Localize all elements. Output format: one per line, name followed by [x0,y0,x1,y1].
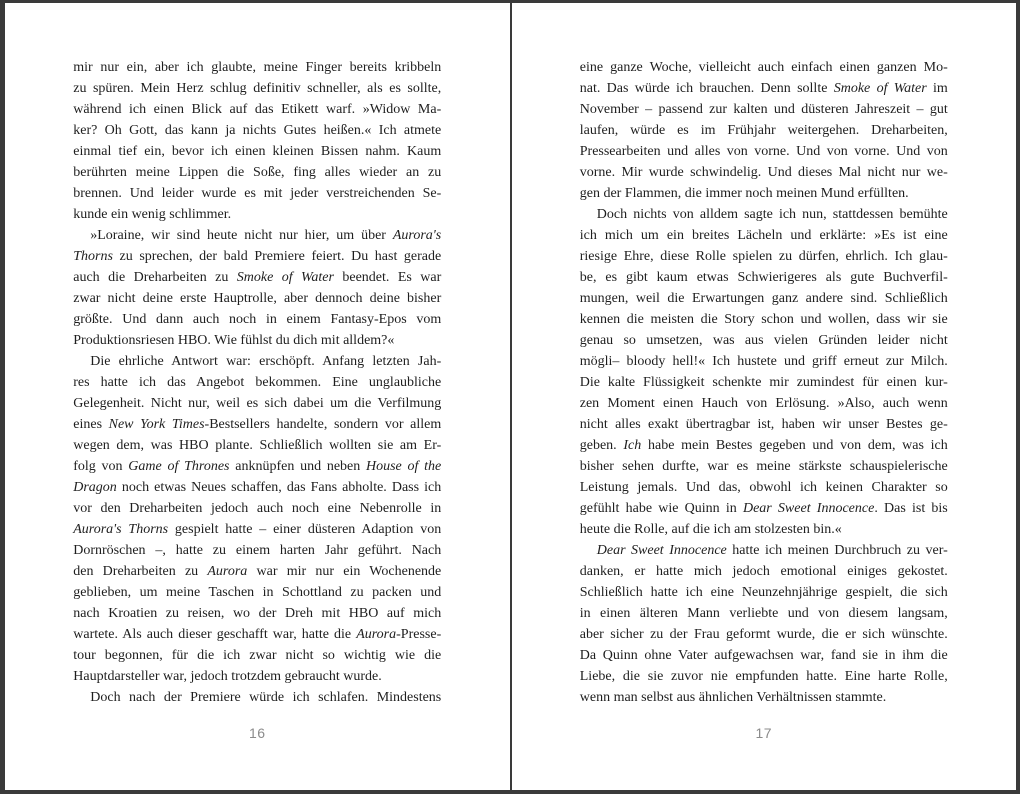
text-line: vor den Dreharbeiten jedoch auch noch eine Nebenrolle in [73,501,442,516]
text-line: Da Quinn ohne Vater aufgewachsen war, fand sie in ihm die [579,648,948,663]
right-page [512,3,1017,790]
text-line: riesige Ehre, diese Rolle spielen zu dürfen, ehrlich. Ich glau- [579,249,948,264]
text-line: Liebe, die sie zuvor nie empfunden hatte. Eine harte Rolle, [579,669,948,684]
text-line: Dear Sweet Innocence hatte ich meinen Durchbruch zu ver- [596,543,948,558]
text-line: wenn man selbst aus ähnlichen Verhältnissen stammte. [579,690,887,705]
text-line: zu spüren. Mein Herz schlug definitiv schneller, als es sollte, [73,81,442,96]
text-line: zen Moment einen Hauch von Erlösung. »Also, auch wenn [579,396,948,411]
right-page-text [580,57,948,708]
text-line: wartete. Als auch dieser geschafft war, hatte die Aurora-Presse- [73,627,442,642]
left-page-text [73,57,441,708]
text-line: ker? Oh Gott, das kann ja nichts Gutes heißen.« Ich atmete [73,123,442,138]
text-line: während ich einen Blick auf das Etikett warf. »Widow Ma- [73,102,442,117]
text-line: laufen, würde es im Frühjahr weitergehen. Dreharbeiten, [579,123,948,138]
text-line: Doch nach der Premiere würde ich schlafen. Mindestens [90,690,442,705]
text-line: Aurora's Thorns gespielt hatte – einer düsteren Adaption von [73,522,442,537]
text-line: nat. Das würde ich brauchen. Denn sollte Smoke of Water im [579,81,948,96]
text-line: be, es gibt kaum etwas Schwierigeres als gute Buchverfil- [579,270,948,285]
text-line: geblieben, um meine Taschen in Schottland zu packen und [73,585,442,600]
text-line: heute die Rolle, auf die ich am stolzesten bin.« [579,522,842,537]
text-line: mir nur ein, aber ich glaubte, meine Finger bereits kribbeln [73,60,442,75]
text-line: »Loraine, wir sind heute nicht nur hier, um über Aurora's [90,228,442,243]
text-line: Produktionsriesen HBO. Wie fühlst du dich mit alldem?« [73,333,395,348]
text-line: gen der Flammen, die immer noch meinen Mund erfüllten. [579,186,909,201]
text-line: bisher sehen durfte, war es meine stärkste schauspielerische [579,459,948,474]
text-line: gefühlt habe wie Quinn in Dear Sweet Innocence. Das ist bis [579,501,948,516]
text-line: Dornröschen –, hatte zu einem harten Jahr geführt. Nach [73,543,442,558]
text-line: den Dreharbeiten zu Aurora war mir nur ein Wochenende [73,564,442,579]
text-line: ich mich um ein breites Lächeln und erklärte: »Es ist eine [579,228,948,243]
text-line: Schließlich hatte ich eine Neunzehnjährige gespielt, die sich [579,585,948,600]
text-line: kennen die meisten die Story schon und wollen, dass wir sie [579,312,948,327]
text-line: berührten meine Lippen die Soße, fing alles wieder an zu [73,165,442,180]
text-line: kunde ein wenig schlimmer. [73,207,232,222]
text-line: genau so umsetzen, was aus vielen Gründen leider nicht [579,333,948,348]
text-line: Die ehrliche Antwort war: erschöpft. Anfang letzten Jah- [90,354,442,369]
text-line: brennen. Und leider wurde es mit jeder verstreichenden Se- [73,186,442,201]
text-line: größte. Und dann auch noch in einem Fantasy-Epos vom [73,312,442,327]
text-line: nicht alles exakt übertragbar ist, haben wir unser Bestes ge- [579,417,948,432]
text-line: einmal tief ein, bevor ich einen kleinen Bissen nahm. Kaum [73,144,442,159]
text-line: danken, er hatte mich jedoch emotional einiges gekostet. [579,564,948,579]
text-line: folg von Game of Thrones anknüpfen und neben House of the [73,459,442,474]
text-line: Doch nichts von alldem sagte ich nun, stattdessen bemühte [596,207,948,222]
text-line: Thorns zu sprechen, der bald Premiere feiert. Du hast gerade [73,249,442,264]
text-line: vorne. Mir wurde schwindelig. Und dieses Mal nicht nur we- [579,165,948,180]
text-line: mungen, weil die Erwartungen ganz andere sind. Schließlich [579,291,948,306]
text-line: November – passend zur kalten und düsteren Jahreszeit – gut [579,102,948,117]
text-line: Die kalte Flüssigkeit schenkte mir zumindest für einen kur- [579,375,948,390]
text-line: eines New York Times-Bestsellers handelte, sondern vor allem [73,417,442,432]
text-line: Hauptdarsteller war, jedoch trotzdem gebraucht wurde. [73,669,382,684]
text-line: aber sicher zu der Frau geformt wurde, die er sich wünschte. [579,627,948,642]
text-line: nach Kroatien zu reisen, wo der Dreh mit HBO auf mich [73,606,442,621]
left-page [5,3,510,790]
text-line: Dragon noch etwas Neues schaffen, das Fans abholte. Dass ich [73,480,442,495]
text-line: geben. Ich habe mein Bestes gegeben und von dem, was ich [579,438,948,453]
text-line: zwar nicht deine erste Hauptrolle, aber dennoch deine bisher [73,291,442,306]
text-line: Leistung jemals. Und das, obwohl ich keinen Charakter so [579,480,948,495]
text-line: res hatte ich das Angebot bekommen. Eine unglaubliche [73,375,442,390]
text-line: Gelegenheit. Nicht nur, weil es sich dabei um die Verfilmung [73,396,442,411]
text-line: mögli– bloody hell!« Ich hustete und griff erneut zur Milch. [579,354,948,369]
text-line: Pressearbeiten und alles von vorne. Und von vorne. Und von [579,144,948,159]
text-line: in einen älteren Mann verliebte und von diesem langsam, [579,606,948,621]
text-line: tour begonnen, für die ich zwar nicht so wichtig wie die [73,648,442,663]
text-line: auch die Dreharbeiten zu Smoke of Water beendet. Es war [73,270,442,285]
right-page-number: 17 [755,725,773,741]
text-line: wegen dem, was HBO plante. Schließlich wollten sie am Er- [73,438,442,453]
left-page-number: 16 [248,725,266,741]
text-line: eine ganze Woche, vielleicht auch einfach einen ganzen Mo- [579,60,948,75]
